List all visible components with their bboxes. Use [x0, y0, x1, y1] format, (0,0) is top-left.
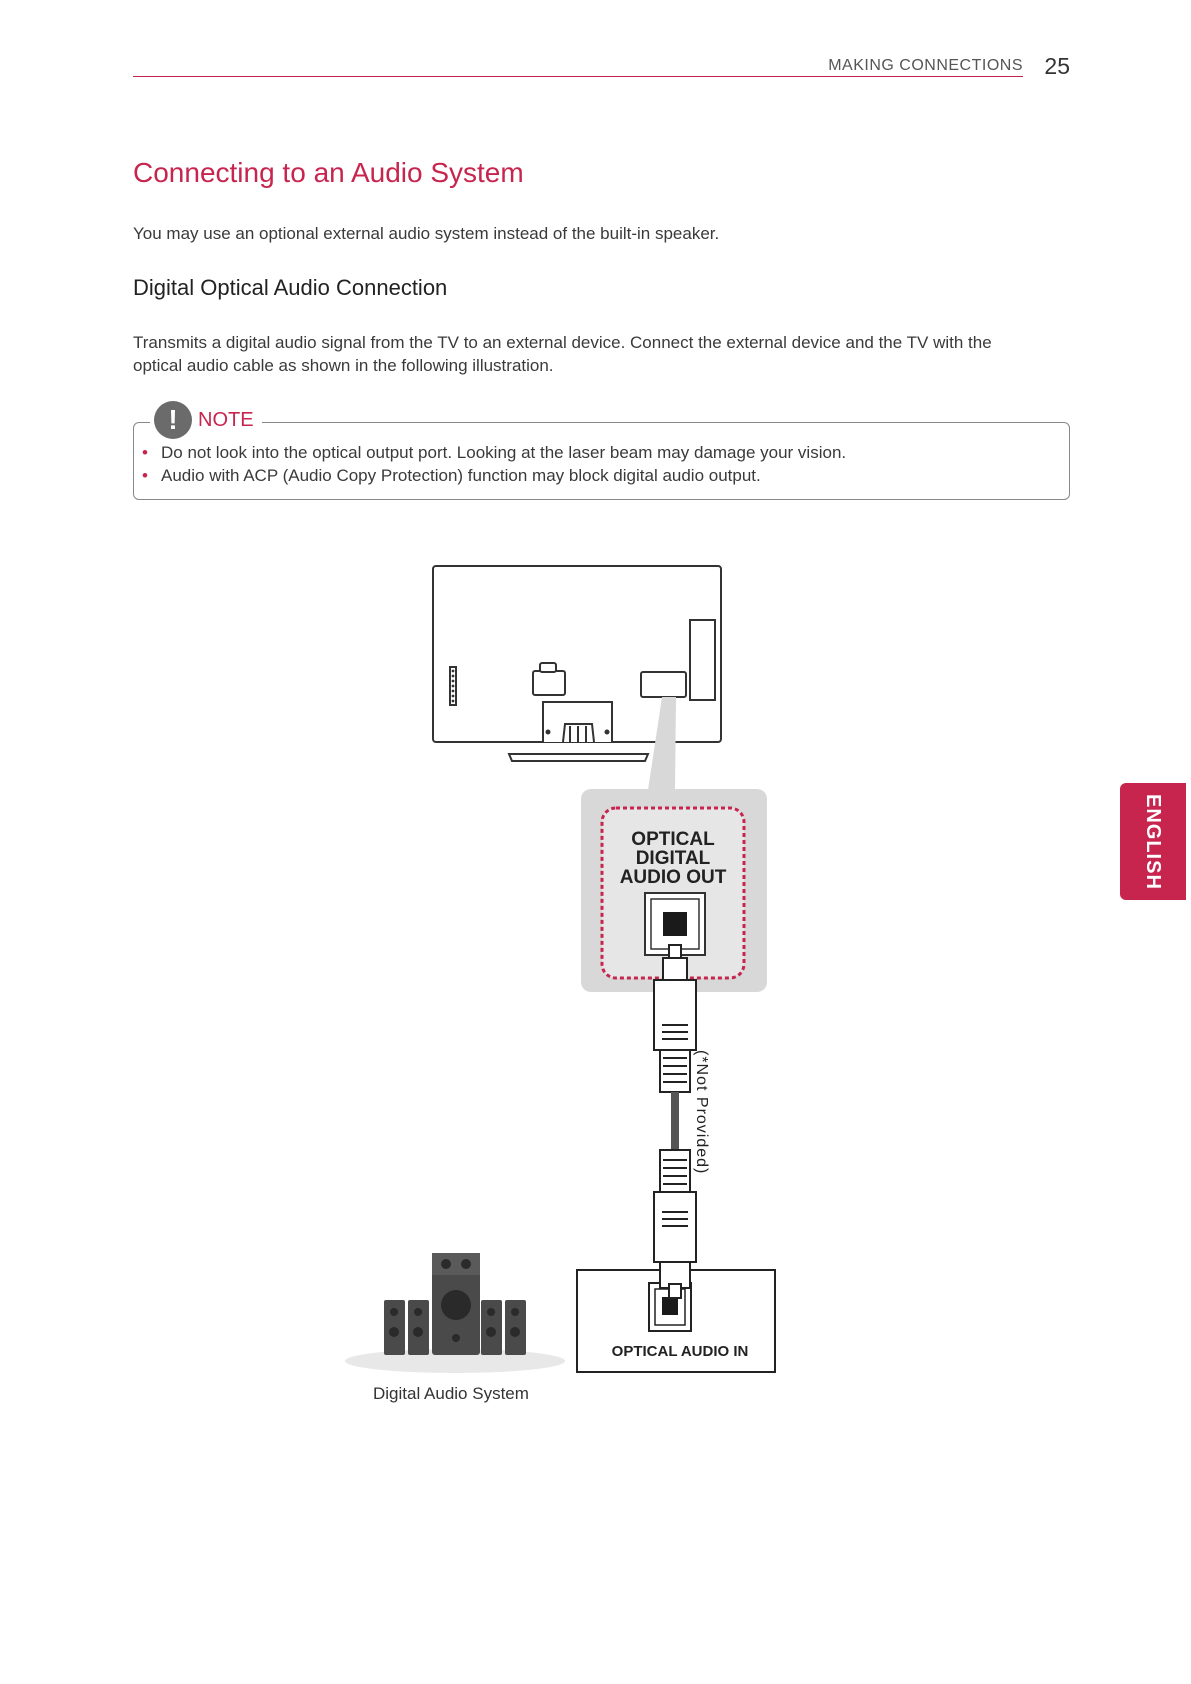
speaker-system-label: Digital Audio System [373, 1384, 529, 1403]
not-provided-note: (*Not Provided) [693, 1050, 710, 1175]
note-label: NOTE [198, 408, 254, 431]
note-item: • Do not look into the optical output port. Looking at the laser beam may damage your vision. [142, 441, 846, 464]
page-number: 25 [1044, 53, 1070, 79]
port-label-line1: OPTICAL [631, 829, 715, 850]
speaker-system-icon [345, 1253, 565, 1373]
port-label-line2: DIGITAL [635, 848, 711, 869]
optical-cable [671, 1092, 679, 1150]
optical-in-label: OPTICAL AUDIO IN [611, 1343, 749, 1360]
tv-back-illustration [433, 566, 721, 761]
language-tab-label: ENGLISH [1142, 794, 1164, 890]
page-title: Connecting to an Audio System [133, 157, 524, 188]
note-item: • Audio with ACP (Audio Copy Protection) function may block digital audio output. [142, 464, 846, 487]
header-section-title: MAKING CONNECTIONS [828, 57, 1023, 74]
section-description: Transmits a digital audio signal from the TV to an external device. Connect the external device and the TV with the optical audio cable as shown in the following illustration. [133, 333, 992, 375]
section-title: Digital Optical Audio Connection [133, 275, 448, 300]
intro-text: You may use an optional external audio system instead of the built-in speaker. [133, 224, 720, 243]
exclamation-icon: ! [154, 401, 192, 439]
port-label-line3: AUDIO OUT [619, 867, 727, 888]
